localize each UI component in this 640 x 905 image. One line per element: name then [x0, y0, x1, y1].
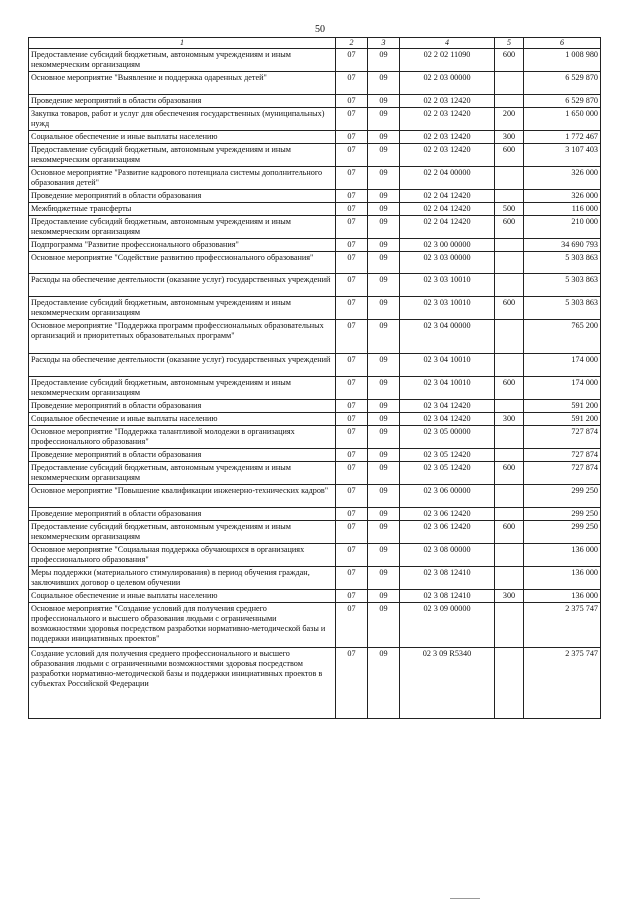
item-name-cell: Основное мероприятие "Поддержка талантливой молодежи в организациях профессионального образования"	[29, 426, 336, 449]
amount-cell: 136 000	[524, 590, 601, 603]
amount-cell: 591 200	[524, 400, 601, 413]
target-article-cell: 02 3 06 12420	[400, 508, 495, 521]
table-row	[29, 462, 601, 485]
section-cell: 07	[336, 203, 368, 216]
section-cell: 07	[336, 144, 368, 167]
item-name-cell: Проведение мероприятий в области образования	[29, 449, 336, 462]
section-cell: 07	[336, 413, 368, 426]
amount-cell: 34 690 793	[524, 239, 601, 252]
item-name-cell: Основное мероприятие "Социальная поддержка обучающихся в организациях профессионального образования"	[29, 544, 336, 567]
column-header: 1	[29, 38, 336, 49]
expense-type-cell: 600	[495, 297, 524, 320]
expense-type-cell	[495, 449, 524, 462]
amount-cell: 727 874	[524, 426, 601, 449]
amount-cell: 765 200	[524, 320, 601, 354]
table-row	[29, 485, 601, 508]
subsection-cell: 09	[368, 239, 400, 252]
section-cell: 07	[336, 131, 368, 144]
section-cell: 07	[336, 297, 368, 320]
item-name-cell: Расходы на обеспечение деятельности (оказание услуг) государственных учреждений	[29, 274, 336, 297]
item-name-cell: Проведение мероприятий в области образования	[29, 400, 336, 413]
amount-cell: 6 529 870	[524, 72, 601, 95]
table-row	[29, 72, 601, 95]
expense-type-cell	[495, 252, 524, 274]
item-name-cell: Основное мероприятие "Создание условий для получения среднего профессионального и высшего образования людьми с ограниченными возможностями здоровья посредством разработки нормативно-методической базы и поддержки инициативных проектов"	[29, 603, 336, 648]
amount-cell: 1 008 980	[524, 49, 601, 72]
budget-table	[28, 37, 601, 719]
amount-cell: 299 250	[524, 508, 601, 521]
item-name-cell: Межбюджетные трансферты	[29, 203, 336, 216]
subsection-cell: 09	[368, 485, 400, 508]
item-name-cell: Предоставление субсидий бюджетным, автономным учреждениям и иным некоммерческим организациям	[29, 144, 336, 167]
column-header: 5	[495, 38, 524, 49]
expense-type-cell	[495, 72, 524, 95]
amount-cell: 136 000	[524, 567, 601, 590]
subsection-cell: 09	[368, 252, 400, 274]
amount-cell: 5 303 863	[524, 274, 601, 297]
table-row	[29, 426, 601, 449]
amount-cell: 299 250	[524, 485, 601, 508]
section-cell: 07	[336, 72, 368, 95]
table-row	[29, 144, 601, 167]
table-row	[29, 167, 601, 190]
subsection-cell: 09	[368, 131, 400, 144]
item-name-cell: Предоставление субсидий бюджетным, автономным учреждениям и иным некоммерческим организациям	[29, 216, 336, 239]
target-article-cell: 02 2 02 11090	[400, 49, 495, 72]
item-name-cell: Предоставление субсидий бюджетным, автономным учреждениям и иным некоммерческим организациям	[29, 462, 336, 485]
subsection-cell: 09	[368, 544, 400, 567]
subsection-cell: 09	[368, 95, 400, 108]
table-row	[29, 567, 601, 590]
table-row	[29, 449, 601, 462]
subsection-cell: 09	[368, 274, 400, 297]
section-cell: 07	[336, 544, 368, 567]
table-row	[29, 508, 601, 521]
section-cell: 07	[336, 521, 368, 544]
expense-type-cell	[495, 567, 524, 590]
section-cell: 07	[336, 377, 368, 400]
target-article-cell: 02 2 04 12420	[400, 203, 495, 216]
subsection-cell: 09	[368, 567, 400, 590]
section-cell: 07	[336, 462, 368, 485]
item-name-cell: Основное мероприятие "Повышение квалификации инженерно-технических кадров"	[29, 485, 336, 508]
amount-cell: 2 375 747	[524, 648, 601, 719]
amount-cell: 727 874	[524, 449, 601, 462]
section-cell: 07	[336, 320, 368, 354]
amount-cell: 3 107 403	[524, 144, 601, 167]
expense-type-cell	[495, 400, 524, 413]
target-article-cell: 02 3 04 12420	[400, 400, 495, 413]
amount-cell: 5 303 863	[524, 297, 601, 320]
subsection-cell: 09	[368, 400, 400, 413]
target-article-cell: 02 3 06 00000	[400, 485, 495, 508]
item-name-cell: Социальное обеспечение и иные выплаты населению	[29, 413, 336, 426]
column-header: 3	[368, 38, 400, 49]
expense-type-cell	[495, 648, 524, 719]
expense-type-cell: 600	[495, 521, 524, 544]
table-row	[29, 239, 601, 252]
subsection-cell: 09	[368, 297, 400, 320]
item-name-cell: Меры поддержки (материального стимулирования) в период обучения граждан, заключивших договор о целевом обучении	[29, 567, 336, 590]
subsection-cell: 09	[368, 521, 400, 544]
table-row	[29, 377, 601, 400]
amount-cell: 6 529 870	[524, 95, 601, 108]
table-row	[29, 49, 601, 72]
section-cell: 07	[336, 567, 368, 590]
amount-cell: 727 874	[524, 462, 601, 485]
target-article-cell: 02 3 04 10010	[400, 377, 495, 400]
subsection-cell: 09	[368, 413, 400, 426]
item-name-cell: Закупка товаров, работ и услуг для обеспечения государственных (муниципальных) нужд	[29, 108, 336, 131]
subsection-cell: 09	[368, 108, 400, 131]
target-article-cell: 02 2 04 12420	[400, 216, 495, 239]
table-row	[29, 274, 601, 297]
table-row	[29, 521, 601, 544]
amount-cell: 326 000	[524, 190, 601, 203]
table-row	[29, 320, 601, 354]
subsection-cell: 09	[368, 377, 400, 400]
subsection-cell: 09	[368, 426, 400, 449]
subsection-cell: 09	[368, 216, 400, 239]
expense-type-cell	[495, 485, 524, 508]
subsection-cell: 09	[368, 449, 400, 462]
subsection-cell: 09	[368, 648, 400, 719]
target-article-cell: 02 3 00 00000	[400, 239, 495, 252]
item-name-cell: Проведение мероприятий в области образования	[29, 95, 336, 108]
subsection-cell: 09	[368, 354, 400, 377]
subsection-cell: 09	[368, 72, 400, 95]
section-cell: 07	[336, 108, 368, 131]
expense-type-cell	[495, 508, 524, 521]
target-article-cell: 02 3 04 10010	[400, 354, 495, 377]
page-number: 50	[315, 24, 325, 35]
section-cell: 07	[336, 590, 368, 603]
target-article-cell: 02 3 08 00000	[400, 544, 495, 567]
item-name-cell: Основное мероприятие "Развитие кадрового потенциала системы дополнительного образования детей"	[29, 167, 336, 190]
target-article-cell: 02 3 08 12410	[400, 567, 495, 590]
amount-cell: 116 000	[524, 203, 601, 216]
table-row	[29, 190, 601, 203]
expense-type-cell: 300	[495, 590, 524, 603]
expense-type-cell: 600	[495, 49, 524, 72]
subsection-cell: 09	[368, 190, 400, 203]
expense-type-cell	[495, 167, 524, 190]
section-cell: 07	[336, 167, 368, 190]
expense-type-cell: 600	[495, 144, 524, 167]
item-name-cell: Предоставление субсидий бюджетным, автономным учреждениям и иным некоммерческим организациям	[29, 521, 336, 544]
target-article-cell: 02 3 05 12420	[400, 462, 495, 485]
amount-cell: 174 000	[524, 354, 601, 377]
amount-cell: 1 650 000	[524, 108, 601, 131]
item-name-cell: Проведение мероприятий в области образования	[29, 508, 336, 521]
expense-type-cell	[495, 354, 524, 377]
target-article-cell: 02 3 03 10010	[400, 297, 495, 320]
table-row	[29, 413, 601, 426]
item-name-cell: Проведение мероприятий в области образования	[29, 190, 336, 203]
expense-type-cell: 600	[495, 377, 524, 400]
target-article-cell: 02 3 03 10010	[400, 274, 495, 297]
target-article-cell: 02 2 03 12420	[400, 95, 495, 108]
expense-type-cell	[495, 95, 524, 108]
subsection-cell: 09	[368, 603, 400, 648]
table-row	[29, 400, 601, 413]
target-article-cell: 02 3 04 12420	[400, 413, 495, 426]
section-cell: 07	[336, 252, 368, 274]
item-name-cell: Создание условий для получения среднего профессионального и высшего образования людьми с ограниченными возможностями здоровья посредством разработки нормативно-методической базы и поддержки инициативных проектов в субъектах Российской Федерации	[29, 648, 336, 719]
amount-cell: 326 000	[524, 167, 601, 190]
section-cell: 07	[336, 485, 368, 508]
table-row	[29, 203, 601, 216]
table-row	[29, 131, 601, 144]
table-row	[29, 354, 601, 377]
target-article-cell: 02 3 05 00000	[400, 426, 495, 449]
item-name-cell: Социальное обеспечение и иные выплаты населению	[29, 590, 336, 603]
section-cell: 07	[336, 354, 368, 377]
target-article-cell: 02 3 04 00000	[400, 320, 495, 354]
table-row	[29, 648, 601, 719]
item-name-cell: Расходы на обеспечение деятельности (оказание услуг) государственных учреждений	[29, 354, 336, 377]
section-cell: 07	[336, 95, 368, 108]
section-cell: 07	[336, 508, 368, 521]
column-header: 2	[336, 38, 368, 49]
item-name-cell: Социальное обеспечение и иные выплаты населению	[29, 131, 336, 144]
section-cell: 07	[336, 216, 368, 239]
table-row	[29, 95, 601, 108]
section-cell: 07	[336, 426, 368, 449]
section-cell: 07	[336, 274, 368, 297]
expense-type-cell: 600	[495, 462, 524, 485]
table-row	[29, 252, 601, 274]
amount-cell: 136 000	[524, 544, 601, 567]
subsection-cell: 09	[368, 203, 400, 216]
table-row	[29, 544, 601, 567]
amount-cell: 591 200	[524, 413, 601, 426]
table-row	[29, 297, 601, 320]
expense-type-cell: 200	[495, 108, 524, 131]
column-header: 4	[400, 38, 495, 49]
table-row	[29, 603, 601, 648]
target-article-cell: 02 2 03 00000	[400, 72, 495, 95]
item-name-cell: Предоставление субсидий бюджетным, автономным учреждениям и иным некоммерческим организациям	[29, 297, 336, 320]
subsection-cell: 09	[368, 167, 400, 190]
amount-cell: 5 303 863	[524, 252, 601, 274]
amount-cell: 2 375 747	[524, 603, 601, 648]
expense-type-cell	[495, 544, 524, 567]
target-article-cell: 02 3 05 12420	[400, 449, 495, 462]
item-name-cell: Предоставление субсидий бюджетным, автономным учреждениям и иным некоммерческим организациям	[29, 377, 336, 400]
subsection-cell: 09	[368, 320, 400, 354]
expense-type-cell	[495, 603, 524, 648]
expense-type-cell: 600	[495, 216, 524, 239]
section-cell: 07	[336, 239, 368, 252]
section-cell: 07	[336, 648, 368, 719]
amount-cell: 1 772 467	[524, 131, 601, 144]
subsection-cell: 09	[368, 462, 400, 485]
target-article-cell: 02 3 08 12410	[400, 590, 495, 603]
target-article-cell: 02 2 04 00000	[400, 167, 495, 190]
section-cell: 07	[336, 49, 368, 72]
page-edge-mark	[450, 898, 480, 899]
target-article-cell: 02 2 03 12420	[400, 108, 495, 131]
expense-type-cell: 300	[495, 413, 524, 426]
item-name-cell: Основное мероприятие "Содействие развитию профессионального образования"	[29, 252, 336, 274]
target-article-cell: 02 3 09 R5340	[400, 648, 495, 719]
target-article-cell: 02 3 03 00000	[400, 252, 495, 274]
expense-type-cell	[495, 320, 524, 354]
subsection-cell: 09	[368, 49, 400, 72]
target-article-cell: 02 2 04 12420	[400, 190, 495, 203]
expense-type-cell: 500	[495, 203, 524, 216]
table-row	[29, 216, 601, 239]
item-name-cell: Основное мероприятие "Поддержка программ профессиональных образовательных организаций и приоритетных образовательных программ"	[29, 320, 336, 354]
column-header: 6	[524, 38, 601, 49]
subsection-cell: 09	[368, 508, 400, 521]
expense-type-cell	[495, 426, 524, 449]
amount-cell: 174 000	[524, 377, 601, 400]
target-article-cell: 02 3 06 12420	[400, 521, 495, 544]
target-article-cell: 02 2 03 12420	[400, 144, 495, 167]
target-article-cell: 02 2 03 12420	[400, 131, 495, 144]
amount-cell: 210 000	[524, 216, 601, 239]
item-name-cell: Подпрограмма "Развитие профессионального образования"	[29, 239, 336, 252]
section-cell: 07	[336, 190, 368, 203]
section-cell: 07	[336, 449, 368, 462]
amount-cell: 299 250	[524, 521, 601, 544]
section-cell: 07	[336, 603, 368, 648]
expense-type-cell: 300	[495, 131, 524, 144]
table-row	[29, 590, 601, 603]
table-body	[29, 49, 601, 719]
table-header-row	[29, 38, 601, 49]
target-article-cell: 02 3 09 00000	[400, 603, 495, 648]
subsection-cell: 09	[368, 590, 400, 603]
expense-type-cell	[495, 239, 524, 252]
section-cell: 07	[336, 400, 368, 413]
table-row	[29, 108, 601, 131]
item-name-cell: Предоставление субсидий бюджетным, автономным учреждениям и иным некоммерческим организациям	[29, 49, 336, 72]
expense-type-cell	[495, 190, 524, 203]
expense-type-cell	[495, 274, 524, 297]
subsection-cell: 09	[368, 144, 400, 167]
item-name-cell: Основное мероприятие "Выявление и поддержка одаренных детей"	[29, 72, 336, 95]
